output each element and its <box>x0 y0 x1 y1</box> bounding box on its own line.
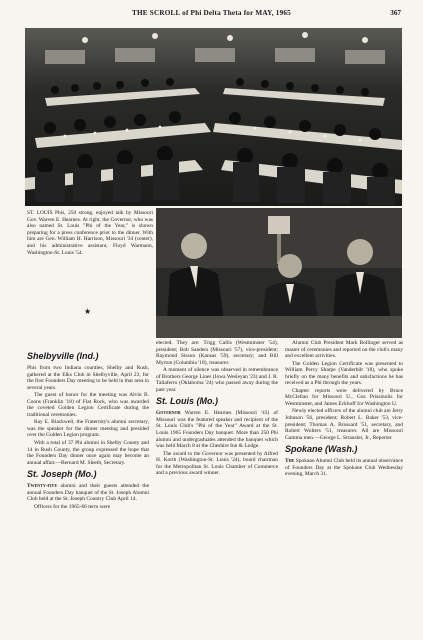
paragraph: A moment of silence was observed in remembrance of Brothers George Lines (Iowa Wesleyan '23) and J. R. Taliaferro (Oklahoma '24) who passed away during the past year. <box>156 367 278 393</box>
running-title: THE SCROLL of Phi Delta Theta for MAY, 1965 <box>132 9 291 17</box>
paragraph <box>285 458 403 478</box>
paragraph-text: Spokane Alumni Club held its annual observance of Founders Day at the Spokane Club Wednesday evening, March 31. <box>285 458 403 478</box>
paragraph: The Golden Legion Certificate was presented to William Percy Sharpe (Vanderbilt '18), who spoke briefly on the many benefits and satisfactions he has received as a Phi through the years. <box>285 360 403 387</box>
star-ornament: ★ <box>84 307 92 316</box>
paragraph: Newly elected officers of the alumni club are Jerry Johnson '56, president; Robert L. Baker '53, vice-president; Thomas A. Brossard '51, secretary, and Robert Wolters '51, treasurer. All are Missouri Gamma men.—George L. Strausler, Jr., Reporter. <box>285 408 403 441</box>
paragraph-text: Warren E. Hearnes (Missouri '43) of Missouri was the featured speaker and recipient of the St. Louis Club's "Phi of the Year" Award at the St. Louis 1965 Founders Day banquet. More than 250 Phi alumni and undergraduates attended the banquet which was held March 8 at the Cheshire Inn & Lodge. <box>156 410 278 450</box>
column-1 <box>27 348 149 511</box>
column-3 <box>285 340 403 479</box>
lead-in: The <box>285 458 295 465</box>
lead-in: Governor <box>156 410 181 417</box>
column-2 <box>156 340 278 478</box>
paragraph: The guest of honor for the meeting was Alvin B. Coons (Franklin '18) of Flat Rock, who was awarded the coveted Golden Legion Certificate during the traditional ceremonies. <box>27 392 149 418</box>
paragraph: With a total of 37 Phi alumni in Shelby County and 14 in Rush County, the group expressed the hope that the Founders Day dinner once again may become an annual affair.—Bernard M. Sleeth, Secretary. <box>27 440 149 466</box>
paragraph: Ray E. Blackwell, the Fraternity's alumni secretary, was the speaker for the dinner meeting and presided over the Golden Legion program. <box>27 419 149 439</box>
paragraph: Officers for the 1965-66 term were <box>34 503 111 510</box>
paragraph: Chapter reports were delivered by Bruce McClellan for Missouri U., Gus Prissinolis for Westminster, and James Eckhoff for Washington U. <box>285 387 403 407</box>
paragraph-text: alumni and their guests attended the annual Founders Day banquet of the St. Joseph Alumni Club held at the St. Joseph Country Club April 14. <box>27 483 149 503</box>
paragraph: Phis from two Indiana counties, Shelby and Rush, gathered at the Elks Club in Shelbyville, April 23, for the first Founders Day meeting to be held in that area in several years. <box>27 365 149 391</box>
lead-in: Twenty-five <box>27 483 58 490</box>
running-header <box>0 0 423 26</box>
paragraph: elected. They are: Trigg Callis (Westminster '54), president; Bob Sanders (Missouri '57), vice-president; Raymond Sisson (Kansas '59), secretary; and Bill Myrton (Columbia '18), treasurer. <box>156 340 278 366</box>
banquet-photo <box>25 28 402 206</box>
section-heading-shelbyville: Shelbyville (Ind.) <box>27 351 99 361</box>
governor-photo <box>156 208 402 338</box>
banquet-photo-graphic <box>25 28 402 206</box>
governor-photo-graphic <box>156 208 402 338</box>
page-number: 367 <box>390 9 401 17</box>
paragraph <box>156 410 278 449</box>
section-heading-st-joseph: St. Joseph (Mo.) <box>27 469 97 480</box>
photo-caption: ST. LOUIS Phis, 250 strong, enjoyed talk by Missouri Gov. Warren E. Hearnes. At right, the Governor, who was also named St. Louis "Phi of the Year," is shown preparing for a press conference prior to the dinner. With him are Gen. William H. Harrison, Missouri '34 (center), and his administrative assistant, Floyd Warmann, Washington-St. Louis '54. <box>27 210 153 256</box>
section-heading-st-louis: St. Louis (Mo.) <box>156 396 218 407</box>
paragraph <box>27 483 149 503</box>
paragraph: The award to the Governor was presented by Alfred H. Korth (Washington-St. Louis '24), board chairman for the Metropolitan St. Louis Chamber of Commerce and a previous award winner. <box>156 450 278 477</box>
paragraph: Alumni Club President Mark Bollinger served as master of ceremonies and reported on the club's many and excellent activities. <box>285 340 403 360</box>
section-heading-spokane: Spokane (Wash.) <box>285 444 358 455</box>
